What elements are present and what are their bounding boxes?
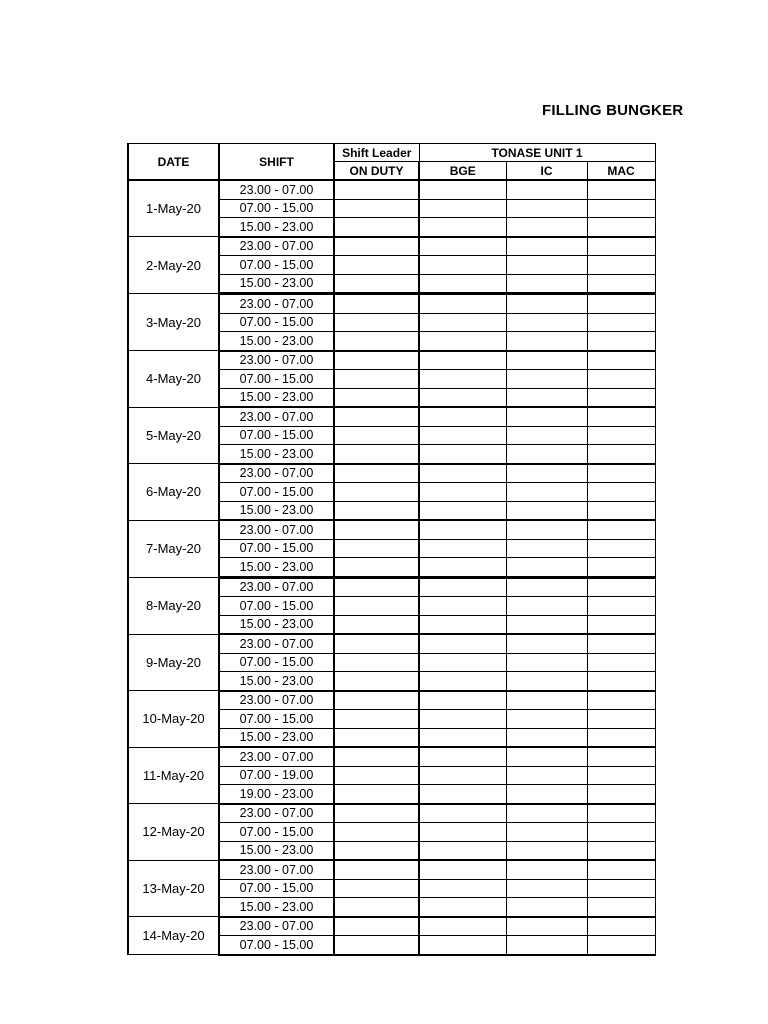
shift-time-cell: 07.00 - 15.00	[219, 823, 334, 842]
ic-input-cell[interactable]	[506, 332, 587, 351]
bge-input-cell[interactable]	[419, 841, 506, 860]
bge-input-cell[interactable]	[419, 634, 506, 653]
shift-time-cell: 23.00 - 07.00	[219, 520, 334, 539]
shift-time-cell: 23.00 - 07.00	[219, 860, 334, 879]
mac-input-cell[interactable]	[587, 313, 655, 332]
table-row	[128, 464, 655, 483]
on-duty-input-cell[interactable]	[334, 766, 419, 785]
on-duty-input-cell[interactable]	[334, 634, 419, 653]
on-duty-input-cell[interactable]	[334, 841, 419, 860]
shift-time-cell: 23.00 - 07.00	[219, 747, 334, 766]
on-duty-input-cell[interactable]	[334, 370, 419, 389]
mac-input-cell[interactable]	[587, 445, 655, 464]
mac-input-cell[interactable]	[587, 237, 655, 256]
on-duty-input-cell[interactable]	[334, 936, 419, 955]
on-duty-input-cell[interactable]	[334, 728, 419, 747]
mac-input-cell[interactable]	[587, 218, 655, 237]
ic-input-cell[interactable]	[506, 672, 587, 691]
shift-time-cell: 15.00 - 23.00	[219, 218, 334, 237]
table-row	[128, 917, 655, 936]
on-duty-input-cell[interactable]	[334, 539, 419, 558]
bge-input-cell[interactable]	[419, 370, 506, 389]
date-cell: 10-May-20	[128, 691, 219, 748]
mac-input-cell[interactable]	[587, 501, 655, 520]
ic-input-cell[interactable]	[506, 501, 587, 520]
mac-input-cell[interactable]	[587, 388, 655, 407]
mac-input-cell[interactable]	[587, 936, 655, 955]
bge-input-cell[interactable]	[419, 501, 506, 520]
on-duty-input-cell[interactable]	[334, 804, 419, 823]
on-duty-input-cell[interactable]	[334, 691, 419, 710]
date-cell: 1-May-20	[128, 180, 219, 237]
bge-input-cell[interactable]	[419, 766, 506, 785]
mac-input-cell[interactable]	[587, 785, 655, 804]
ic-input-cell[interactable]	[506, 841, 587, 860]
mac-input-cell[interactable]	[587, 558, 655, 578]
bge-input-cell[interactable]	[419, 785, 506, 804]
mac-input-cell[interactable]	[587, 294, 655, 314]
mac-input-cell[interactable]	[587, 407, 655, 426]
shift-time-cell: 15.00 - 23.00	[219, 332, 334, 351]
bge-input-cell[interactable]	[419, 879, 506, 898]
on-duty-input-cell[interactable]	[334, 785, 419, 804]
mac-input-cell[interactable]	[587, 823, 655, 842]
header-tonase-unit: TONASE UNIT 1	[419, 144, 655, 162]
ic-input-cell[interactable]	[506, 256, 587, 275]
bge-input-cell[interactable]	[419, 294, 506, 314]
shift-time-cell: 15.00 - 23.00	[219, 501, 334, 520]
table-row	[128, 237, 655, 256]
on-duty-input-cell[interactable]	[334, 615, 419, 634]
on-duty-input-cell[interactable]	[334, 464, 419, 483]
shift-time-cell: 07.00 - 15.00	[219, 539, 334, 558]
bge-input-cell[interactable]	[419, 558, 506, 578]
table-row	[128, 294, 655, 314]
ic-input-cell[interactable]	[506, 407, 587, 426]
shift-time-cell: 23.00 - 07.00	[219, 237, 334, 256]
mac-input-cell[interactable]	[587, 577, 655, 597]
mac-input-cell[interactable]	[587, 898, 655, 917]
bge-input-cell[interactable]	[419, 615, 506, 634]
on-duty-input-cell[interactable]	[334, 898, 419, 917]
ic-input-cell[interactable]	[506, 917, 587, 936]
shift-time-cell: 15.00 - 23.00	[219, 672, 334, 691]
ic-input-cell[interactable]	[506, 539, 587, 558]
bge-input-cell[interactable]	[419, 710, 506, 729]
mac-input-cell[interactable]	[587, 691, 655, 710]
bge-input-cell[interactable]	[419, 199, 506, 218]
mac-input-cell[interactable]	[587, 841, 655, 860]
bge-input-cell[interactable]	[419, 426, 506, 445]
bge-input-cell[interactable]	[419, 520, 506, 539]
mac-input-cell[interactable]	[587, 483, 655, 502]
ic-input-cell[interactable]	[506, 728, 587, 747]
ic-input-cell[interactable]	[506, 691, 587, 710]
on-duty-input-cell[interactable]	[334, 558, 419, 578]
bge-input-cell[interactable]	[419, 898, 506, 917]
shift-time-cell: 15.00 - 23.00	[219, 728, 334, 747]
bge-input-cell[interactable]	[419, 237, 506, 256]
on-duty-input-cell[interactable]	[334, 520, 419, 539]
mac-input-cell[interactable]	[587, 199, 655, 218]
ic-input-cell[interactable]	[506, 445, 587, 464]
mac-input-cell[interactable]	[587, 672, 655, 691]
shift-time-cell: 23.00 - 07.00	[219, 294, 334, 314]
table-row	[128, 351, 655, 370]
table-row	[128, 180, 655, 199]
date-cell: 2-May-20	[128, 237, 219, 294]
on-duty-input-cell[interactable]	[334, 823, 419, 842]
on-duty-input-cell[interactable]	[334, 351, 419, 370]
ic-input-cell[interactable]	[506, 936, 587, 955]
table-row	[128, 520, 655, 539]
on-duty-input-cell[interactable]	[334, 917, 419, 936]
bge-input-cell[interactable]	[419, 218, 506, 237]
shift-time-cell: 07.00 - 15.00	[219, 426, 334, 445]
bge-input-cell[interactable]	[419, 917, 506, 936]
table-row	[128, 691, 655, 710]
ic-input-cell[interactable]	[506, 766, 587, 785]
on-duty-input-cell[interactable]	[334, 747, 419, 766]
mac-input-cell[interactable]	[587, 332, 655, 351]
on-duty-input-cell[interactable]	[334, 274, 419, 294]
ic-input-cell[interactable]	[506, 879, 587, 898]
mac-input-cell[interactable]	[587, 464, 655, 483]
mac-input-cell[interactable]	[587, 370, 655, 389]
bge-input-cell[interactable]	[419, 256, 506, 275]
ic-input-cell[interactable]	[506, 464, 587, 483]
mac-input-cell[interactable]	[587, 634, 655, 653]
table-row	[128, 634, 655, 653]
mac-input-cell[interactable]	[587, 747, 655, 766]
on-duty-input-cell[interactable]	[334, 501, 419, 520]
ic-input-cell[interactable]	[506, 823, 587, 842]
shift-time-cell: 23.00 - 07.00	[219, 180, 334, 199]
bge-input-cell[interactable]	[419, 936, 506, 955]
shift-time-cell: 15.00 - 23.00	[219, 274, 334, 294]
ic-input-cell[interactable]	[506, 388, 587, 407]
bge-input-cell[interactable]	[419, 539, 506, 558]
header-date: DATE	[128, 144, 219, 181]
header-on-duty: ON DUTY	[334, 162, 419, 181]
ic-input-cell[interactable]	[506, 351, 587, 370]
mac-input-cell[interactable]	[587, 351, 655, 370]
table-row	[128, 407, 655, 426]
shift-time-cell: 23.00 - 07.00	[219, 804, 334, 823]
on-duty-input-cell[interactable]	[334, 577, 419, 597]
shift-time-cell: 07.00 - 15.00	[219, 597, 334, 616]
shift-time-cell: 19.00 - 23.00	[219, 785, 334, 804]
date-cell: 3-May-20	[128, 294, 219, 351]
on-duty-input-cell[interactable]	[334, 407, 419, 426]
bge-input-cell[interactable]	[419, 728, 506, 747]
date-cell: 6-May-20	[128, 464, 219, 521]
date-cell: 8-May-20	[128, 577, 219, 634]
mac-input-cell[interactable]	[587, 804, 655, 823]
bge-input-cell[interactable]	[419, 860, 506, 879]
ic-input-cell[interactable]	[506, 294, 587, 314]
ic-input-cell[interactable]	[506, 199, 587, 218]
ic-input-cell[interactable]	[506, 785, 587, 804]
bge-input-cell[interactable]	[419, 464, 506, 483]
mac-input-cell[interactable]	[587, 728, 655, 747]
on-duty-input-cell[interactable]	[334, 256, 419, 275]
mac-input-cell[interactable]	[587, 256, 655, 275]
on-duty-input-cell[interactable]	[334, 879, 419, 898]
header-bge: BGE	[419, 162, 506, 181]
date-cell: 12-May-20	[128, 804, 219, 861]
shift-time-cell: 07.00 - 15.00	[219, 313, 334, 332]
ic-input-cell[interactable]	[506, 577, 587, 597]
bge-input-cell[interactable]	[419, 445, 506, 464]
date-cell: 13-May-20	[128, 860, 219, 917]
ic-input-cell[interactable]	[506, 237, 587, 256]
header-shift: SHIFT	[219, 144, 334, 181]
ic-input-cell[interactable]	[506, 313, 587, 332]
ic-input-cell[interactable]	[506, 218, 587, 237]
shift-time-cell: 15.00 - 23.00	[219, 841, 334, 860]
bge-input-cell[interactable]	[419, 351, 506, 370]
shift-time-cell: 07.00 - 15.00	[219, 370, 334, 389]
shift-time-cell: 23.00 - 07.00	[219, 917, 334, 936]
ic-input-cell[interactable]	[506, 426, 587, 445]
on-duty-input-cell[interactable]	[334, 388, 419, 407]
date-cell: 5-May-20	[128, 407, 219, 464]
on-duty-input-cell[interactable]	[334, 199, 419, 218]
on-duty-input-cell[interactable]	[334, 860, 419, 879]
on-duty-input-cell[interactable]	[334, 483, 419, 502]
ic-input-cell[interactable]	[506, 634, 587, 653]
on-duty-input-cell[interactable]	[334, 597, 419, 616]
mac-input-cell[interactable]	[587, 879, 655, 898]
bge-input-cell[interactable]	[419, 388, 506, 407]
bge-input-cell[interactable]	[419, 313, 506, 332]
shift-time-cell: 07.00 - 15.00	[219, 710, 334, 729]
bge-input-cell[interactable]	[419, 597, 506, 616]
on-duty-input-cell[interactable]	[334, 313, 419, 332]
on-duty-input-cell[interactable]	[334, 672, 419, 691]
bge-input-cell[interactable]	[419, 577, 506, 597]
schedule-body	[128, 180, 655, 955]
ic-input-cell[interactable]	[506, 898, 587, 917]
bge-input-cell[interactable]	[419, 747, 506, 766]
mac-input-cell[interactable]	[587, 615, 655, 634]
date-cell: 4-May-20	[128, 351, 219, 408]
ic-input-cell[interactable]	[506, 274, 587, 294]
on-duty-input-cell[interactable]	[334, 445, 419, 464]
date-cell: 7-May-20	[128, 520, 219, 577]
date-cell: 14-May-20	[128, 917, 219, 955]
mac-input-cell[interactable]	[587, 710, 655, 729]
shift-time-cell: 23.00 - 07.00	[219, 691, 334, 710]
ic-input-cell[interactable]	[506, 520, 587, 539]
shift-time-cell: 15.00 - 23.00	[219, 898, 334, 917]
bge-input-cell[interactable]	[419, 823, 506, 842]
date-cell: 11-May-20	[128, 747, 219, 804]
sheet-title: FILLING BUNGKER	[542, 102, 684, 119]
table-row	[128, 860, 655, 879]
mac-input-cell[interactable]	[587, 766, 655, 785]
on-duty-input-cell[interactable]	[334, 426, 419, 445]
mac-input-cell[interactable]	[587, 426, 655, 445]
shift-time-cell: 15.00 - 23.00	[219, 615, 334, 634]
ic-input-cell[interactable]	[506, 860, 587, 879]
shift-time-cell: 15.00 - 23.00	[219, 445, 334, 464]
mac-input-cell[interactable]	[587, 917, 655, 936]
ic-input-cell[interactable]	[506, 597, 587, 616]
bge-input-cell[interactable]	[419, 691, 506, 710]
shift-time-cell: 07.00 - 15.00	[219, 483, 334, 502]
shift-time-cell: 07.00 - 15.00	[219, 653, 334, 672]
mac-input-cell[interactable]	[587, 274, 655, 294]
shift-time-cell: 23.00 - 07.00	[219, 351, 334, 370]
bge-input-cell[interactable]	[419, 804, 506, 823]
mac-input-cell[interactable]	[587, 597, 655, 616]
on-duty-input-cell[interactable]	[334, 710, 419, 729]
ic-input-cell[interactable]	[506, 747, 587, 766]
mac-input-cell[interactable]	[587, 539, 655, 558]
ic-input-cell[interactable]	[506, 804, 587, 823]
on-duty-input-cell[interactable]	[334, 332, 419, 351]
header-mac: MAC	[587, 162, 655, 181]
header-ic: IC	[506, 162, 587, 181]
date-cell: 9-May-20	[128, 634, 219, 691]
ic-input-cell[interactable]	[506, 180, 587, 199]
ic-input-cell[interactable]	[506, 370, 587, 389]
bge-input-cell[interactable]	[419, 653, 506, 672]
on-duty-input-cell[interactable]	[334, 653, 419, 672]
shift-time-cell: 07.00 - 15.00	[219, 256, 334, 275]
bge-input-cell[interactable]	[419, 180, 506, 199]
shift-time-cell: 07.00 - 15.00	[219, 199, 334, 218]
bge-input-cell[interactable]	[419, 672, 506, 691]
shift-time-cell: 23.00 - 07.00	[219, 407, 334, 426]
ic-input-cell[interactable]	[506, 483, 587, 502]
bge-input-cell[interactable]	[419, 407, 506, 426]
on-duty-input-cell[interactable]	[334, 180, 419, 199]
shift-time-cell: 07.00 - 15.00	[219, 879, 334, 898]
on-duty-input-cell[interactable]	[334, 294, 419, 314]
bge-input-cell[interactable]	[419, 274, 506, 294]
table-row	[128, 804, 655, 823]
shift-time-cell: 23.00 - 07.00	[219, 464, 334, 483]
ic-input-cell[interactable]	[506, 653, 587, 672]
table-row	[128, 577, 655, 597]
header-shift-leader: Shift Leader	[334, 144, 419, 162]
bge-input-cell[interactable]	[419, 332, 506, 351]
mac-input-cell[interactable]	[587, 653, 655, 672]
mac-input-cell[interactable]	[587, 520, 655, 539]
schedule-sheet	[127, 143, 653, 952]
shift-time-cell: 23.00 - 07.00	[219, 634, 334, 653]
schedule-table	[127, 143, 656, 956]
ic-input-cell[interactable]	[506, 558, 587, 578]
mac-input-cell[interactable]	[587, 860, 655, 879]
on-duty-input-cell[interactable]	[334, 218, 419, 237]
shift-time-cell: 07.00 - 19.00	[219, 766, 334, 785]
mac-input-cell[interactable]	[587, 180, 655, 199]
shift-time-cell: 23.00 - 07.00	[219, 577, 334, 597]
bge-input-cell[interactable]	[419, 483, 506, 502]
ic-input-cell[interactable]	[506, 710, 587, 729]
table-row	[128, 747, 655, 766]
ic-input-cell[interactable]	[506, 615, 587, 634]
on-duty-input-cell[interactable]	[334, 237, 419, 256]
shift-time-cell: 15.00 - 23.00	[219, 558, 334, 578]
shift-time-cell: 07.00 - 15.00	[219, 936, 334, 955]
shift-time-cell: 15.00 - 23.00	[219, 388, 334, 407]
